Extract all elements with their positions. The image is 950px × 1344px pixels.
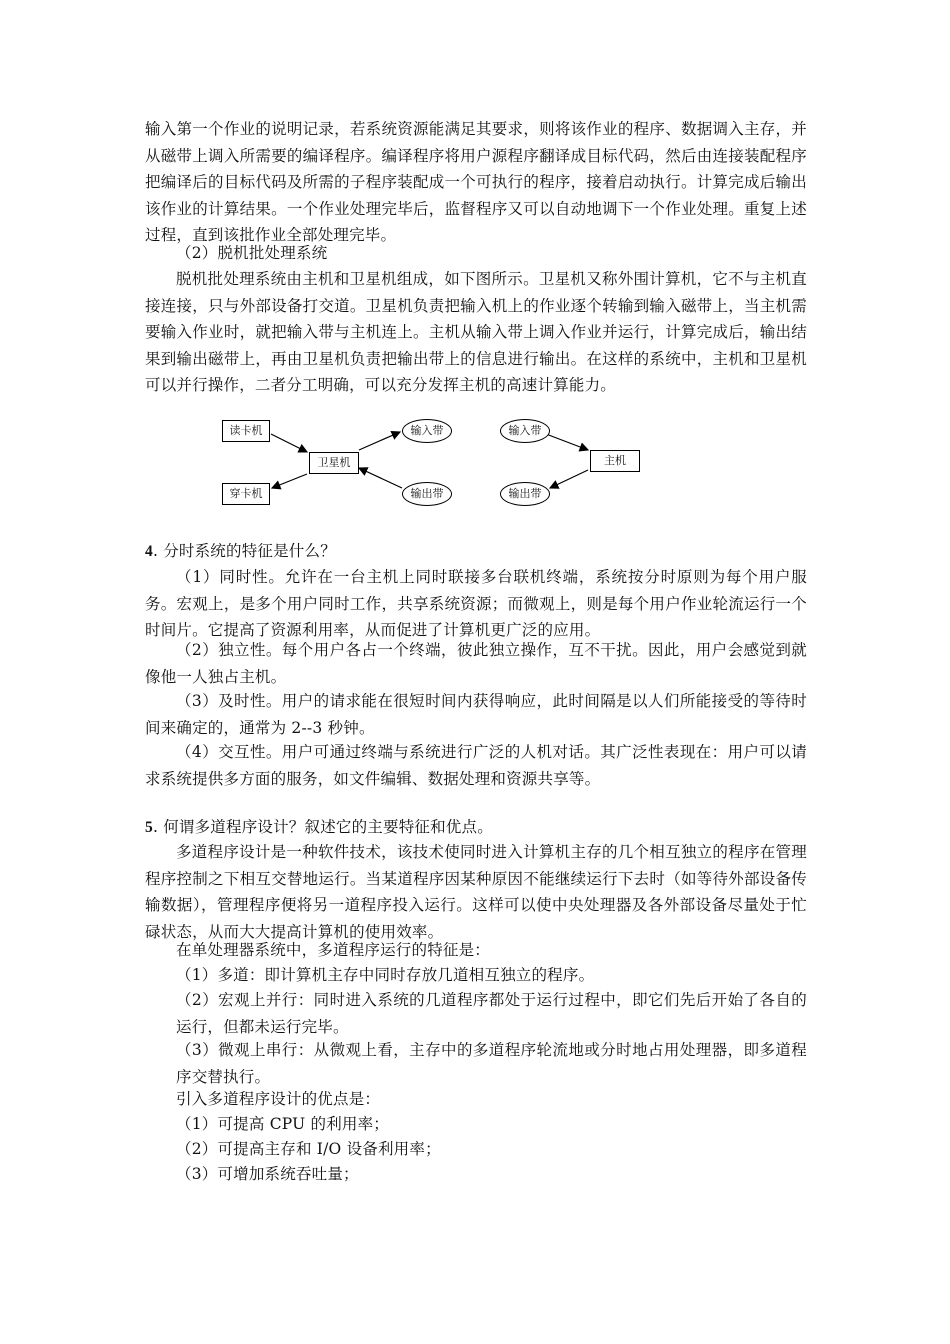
paragraph-batch-process: 输入第一个作业的说明记录，若系统资源能满足其要求，则将该作业的程序、数据调入主存，并从磁带上调入所需要的编译程序。编译程序将用户源程序翻译成目标代码，然后由连接装配程序把编译后的目标代码及所需的子程序装配成一个可执行的程序，接着启动执行。计算完成后输出该作业的计算结果。一个作业处理完毕后，监督程序又可以自动地调下一个作业处理。重复上述过程，直到该批作业全部处理完毕。 <box>145 120 807 245</box>
satellite-box: 卫星机 <box>309 452 359 474</box>
q5-feature-1: （1）多道：即计算机主存中同时存放几道相互独立的程序。 <box>176 966 595 984</box>
q5-advantage-1: （1）可提高 CPU 的利用率； <box>176 1115 389 1133</box>
q5-intro: 多道程序设计是一种软件技术，该技术使同时进入计算机主存的几个相互独立的程序在管理程序控制之下相互交替地运行。当某道程序因某种原因不能继续运行下去时（如等待外部设备传输数据），管理程序便将另一道程序投入运行。这样可以使中央处理器及各外部设备尽量处于忙碌状态，从而大大提高计算机的使用效率。 <box>145 843 807 941</box>
arrow-host-to-output-tape <box>550 470 588 488</box>
arrow-input-tape-to-host <box>546 434 588 450</box>
question-4-heading <box>145 538 807 566</box>
arrow-satellite-to-input-tape <box>359 432 400 450</box>
q5-advantage-3: （3）可增加系统吞吐量； <box>176 1165 359 1183</box>
arrow-reader-to-satellite <box>271 434 307 452</box>
question-5-heading <box>145 814 807 842</box>
q5-feature-2: （2）宏观上并行：同时进入系统的几道程序都处于运行过程中，即它们先后开始了各自的运行，但都未运行完毕。 <box>176 991 807 1036</box>
input-tape-right-oval: 输入带 <box>500 419 550 443</box>
arrow-output-tape-to-satellite <box>359 468 402 488</box>
output-tape-right-oval: 输出带 <box>500 482 550 506</box>
q5-advantage-2: （2）可提高主存和 I/O 设备利用率； <box>176 1140 441 1158</box>
question-4-number: 4 <box>145 543 153 560</box>
host-box: 主机 <box>590 450 640 472</box>
q5-feature-3: （3）微观上串行：从微观上看，主存中的多道程序轮流地或分时地占用处理器，即多道程序交替执行。 <box>176 1041 807 1086</box>
q4-item-4: （4）交互性。用户可通过终端与系统进行广泛的人机对话。其广泛性表现在：用户可以请求系统提供多方面的服务，如文件编辑、数据处理和资源共享等。 <box>145 743 807 788</box>
question-4-title: . 分时系统的特征是什么？ <box>152 542 336 560</box>
q4-item-1: （1）同时性。允许在一台主机上同时联接多台联机终端，系统按分时原则为每个用户服务。宏观上，是多个用户同时工作，共享系统资源；而微观上，则是每个用户作业轮流运行一个时间片。它提高了资源利用率，从而促进了计算机更广泛的应用。 <box>145 568 807 640</box>
card-reader-box: 读卡机 <box>222 420 270 442</box>
q5-features-lead: 在单处理器系统中，多道程序运行的特征是： <box>176 941 491 959</box>
offline-batch-diagram <box>216 408 656 508</box>
q5-advantages-lead: 引入多道程序设计的优点是： <box>176 1090 381 1108</box>
question-5-title: . 何谓多道程序设计？叙述它的主要特征和优点。 <box>152 818 493 836</box>
q4-item-3: （3）及时性。用户的请求能在很短时间内获得响应，此时间隔是以人们所能接受的等待时间来确定的，通常为 2--3 秒钟。 <box>145 692 807 737</box>
arrow-satellite-to-punch <box>272 474 307 488</box>
output-tape-left-oval: 输出带 <box>402 482 452 506</box>
heading-offline-batch: （2）脱机批处理系统 <box>176 244 328 262</box>
paragraph-offline-batch: 脱机批处理系统由主机和卫星机组成，如下图所示。卫星机又称外围计算机，它不与主机直接连接，只与外部设备打交道。卫星机负责把输入机上的作业逐个转输到输入磁带上，当主机需要输入作业时，就把输入带与主机连上。主机从输入带上调入作业并运行，计算完成后，输出结果到输出磁带上，再由卫星机负责把输出带上的信息进行输出。在这样的系统中，主机和卫星机可以并行操作，二者分工明确，可以充分发挥主机的高速计算能力。 <box>145 270 807 395</box>
question-5-number: 5 <box>145 819 153 836</box>
q4-item-2: （2）独立性。每个用户各占一个终端，彼此独立操作，互不干扰。因此，用户会感觉到就像他一人独占主机。 <box>145 641 807 686</box>
input-tape-left-oval: 输入带 <box>402 419 452 443</box>
card-punch-box: 穿卡机 <box>222 483 270 505</box>
